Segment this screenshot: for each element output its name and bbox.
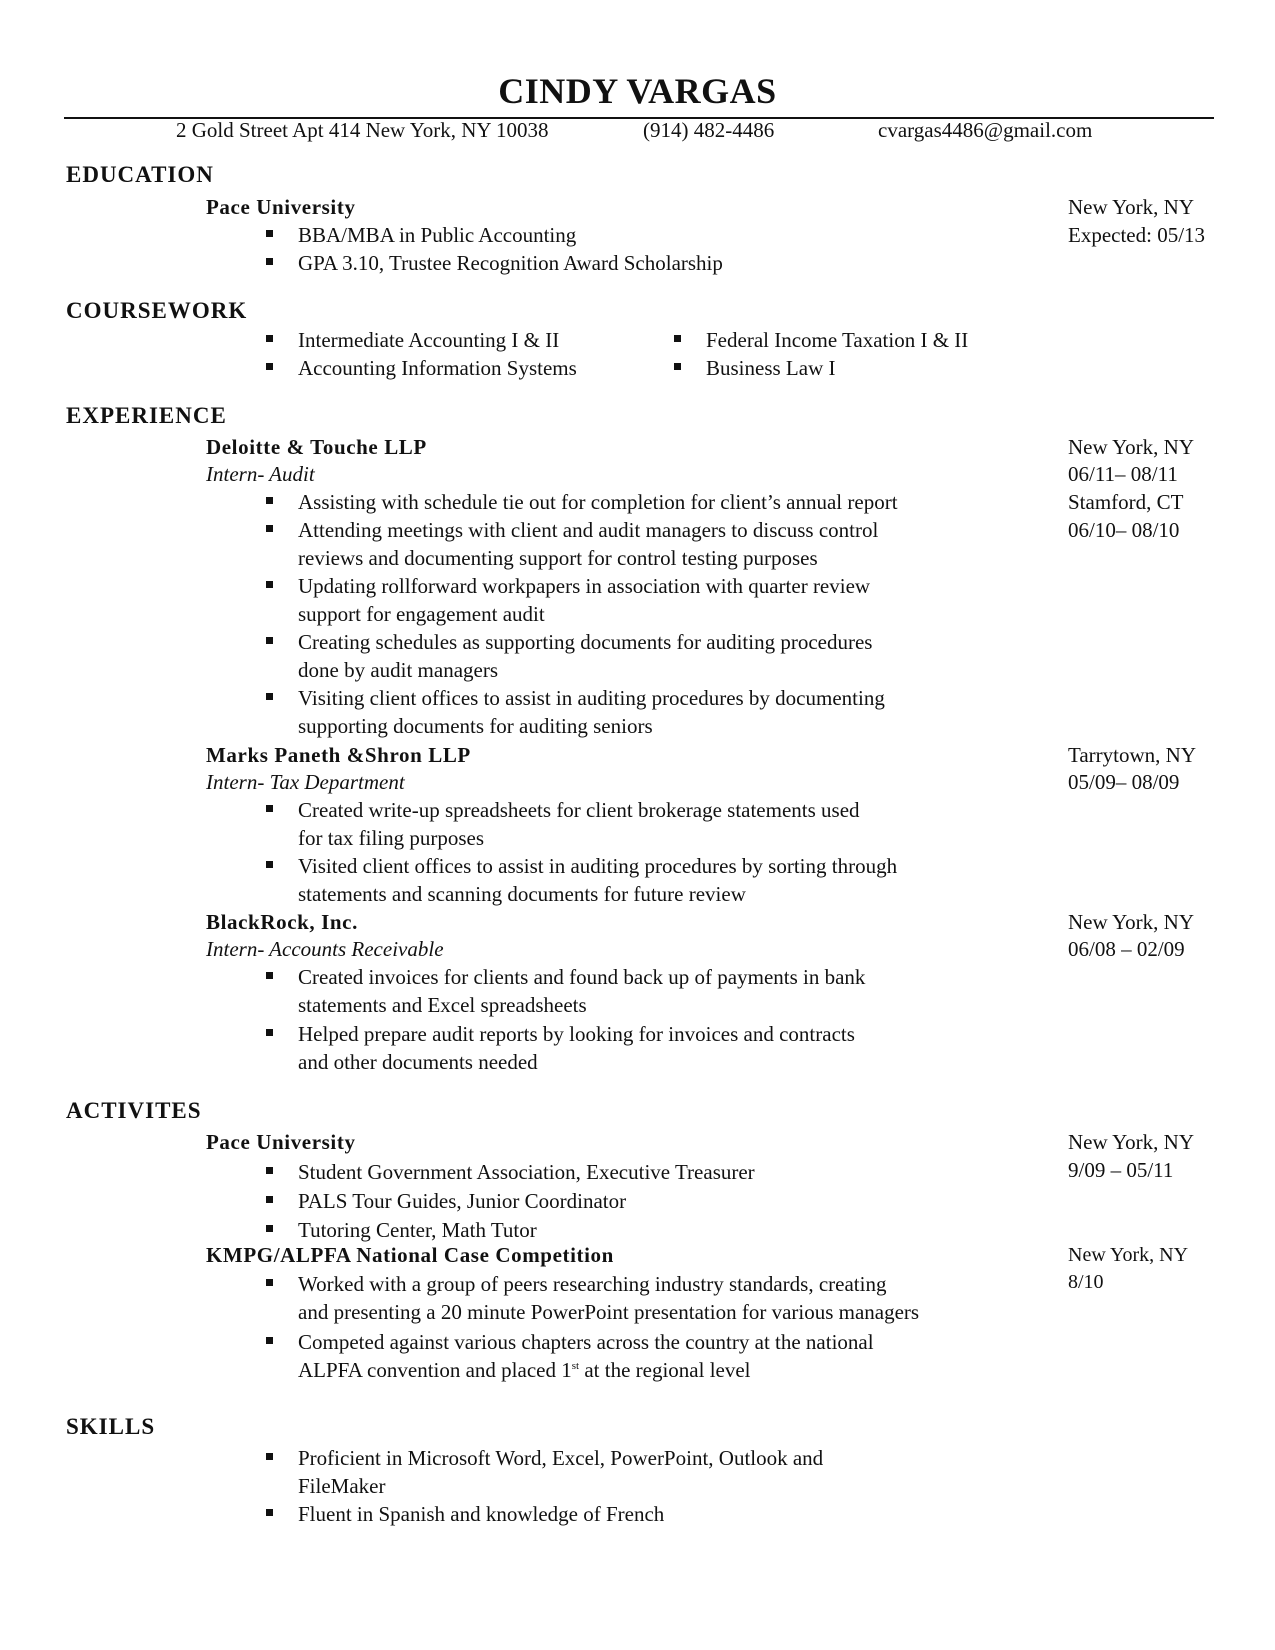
activity-bullet: Competed against various chapters across the country at the national ALPFA convention and placed 1st at the regional level [298, 1330, 874, 1382]
education-heading: EDUCATION [66, 162, 214, 187]
activity-bullet: Tutoring Center, Math Tutor [298, 1218, 537, 1242]
job-org: BlackRock, Inc. [206, 910, 358, 934]
activity-location: New York, NY [1068, 1130, 1195, 1154]
course-item: Accounting Information Systems [298, 356, 577, 380]
candidate-name: CINDY VARGAS [498, 71, 777, 111]
activity-location: New York, NY [1068, 1244, 1189, 1266]
skill-bullet: Proficient in Microsoft Word, Excel, PowerPoint, Outlook and FileMaker [298, 1446, 824, 1498]
job-bullet: Assisting with schedule tie out for completion for client’s annual report [298, 490, 898, 514]
job-org: Marks Paneth &Shron LLP [206, 743, 471, 767]
job-bullet: Creating schedules as supporting documents for auditing procedures done by audit managers [298, 630, 873, 682]
job-role: Intern- Accounts Receivable [206, 937, 444, 961]
job-dates: 06/08 – 02/09 [1068, 937, 1185, 961]
education-bullet: BBA/MBA in Public Accounting [298, 223, 577, 247]
course-item: Business Law I [706, 356, 836, 380]
job-org: Deloitte & Touche LLP [206, 435, 427, 459]
activity-bullet: Worked with a group of peers researching industry standards, creating and presenting a 20 minute PowerPoint presentation for various managers [298, 1272, 920, 1324]
activity-bullet: PALS Tour Guides, Junior Coordinator [298, 1189, 627, 1213]
job-location: Tarrytown, NY [1068, 743, 1196, 767]
contact-address: 2 Gold Street Apt 414 New York, NY 10038 [176, 118, 549, 142]
activity-dates: 8/10 [1068, 1271, 1104, 1293]
job-bullet: Visiting client offices to assist in auditing procedures by documenting supporting documents for auditing seniors [298, 686, 885, 738]
education-org: Pace University [206, 195, 356, 219]
activity-org: Pace University [206, 1130, 356, 1154]
coursework-heading: COURSEWORK [66, 298, 248, 323]
job-bullet: Updating rollforward workpapers in association with quarter review support for engagement audit [298, 574, 871, 626]
ordinal-superscript: st [571, 1360, 580, 1372]
job-dates: 06/10– 08/10 [1068, 518, 1180, 542]
education-date: Expected: 05/13 [1068, 223, 1206, 247]
activity-bullet: Student Government Association, Executive Treasurer [298, 1160, 755, 1184]
course-item: Federal Income Taxation I & II [706, 328, 969, 352]
course-item: Intermediate Accounting I & II [298, 328, 560, 352]
education-bullet: GPA 3.10, Trustee Recognition Award Scholarship [298, 251, 723, 275]
job-bullet: Visited client offices to assist in auditing procedures by sorting through statements and scanning documents for future review [298, 854, 898, 906]
activity-org: KMPG/ALPFA National Case Competition [206, 1243, 614, 1267]
job-role: Intern- Tax Department [206, 770, 405, 794]
job-bullet: Attending meetings with client and audit managers to discuss control reviews and documenting support for control testing purposes [298, 518, 879, 570]
education-location: New York, NY [1068, 195, 1195, 219]
skill-bullet: Fluent in Spanish and knowledge of French [298, 1502, 665, 1526]
job-location: New York, NY [1068, 910, 1195, 934]
job-role: Intern- Audit [206, 462, 315, 486]
job-location: New York, NY [1068, 435, 1195, 459]
job-bullet: Helped prepare audit reports by looking for invoices and contracts and other documents needed [298, 1022, 855, 1074]
job-dates: 05/09– 08/09 [1068, 770, 1180, 794]
activity-dates: 9/09 – 05/11 [1068, 1158, 1174, 1182]
contact-email: cvargas4486@gmail.com [878, 118, 1093, 142]
job-bullet: Created write-up spreadsheets for client brokerage statements used for tax filing purposes [298, 798, 860, 850]
contact-phone: (914) 482-4486 [643, 118, 775, 142]
job-dates: 06/11– 08/11 [1068, 462, 1178, 486]
job-location: Stamford, CT [1068, 490, 1184, 514]
activities-heading: ACTIVITES [66, 1098, 202, 1123]
experience-heading: EXPERIENCE [66, 403, 227, 428]
job-bullet: Created invoices for clients and found back up of payments in bank statements and Excel spreadsheets [298, 965, 866, 1017]
skills-heading: SKILLS [66, 1414, 156, 1439]
